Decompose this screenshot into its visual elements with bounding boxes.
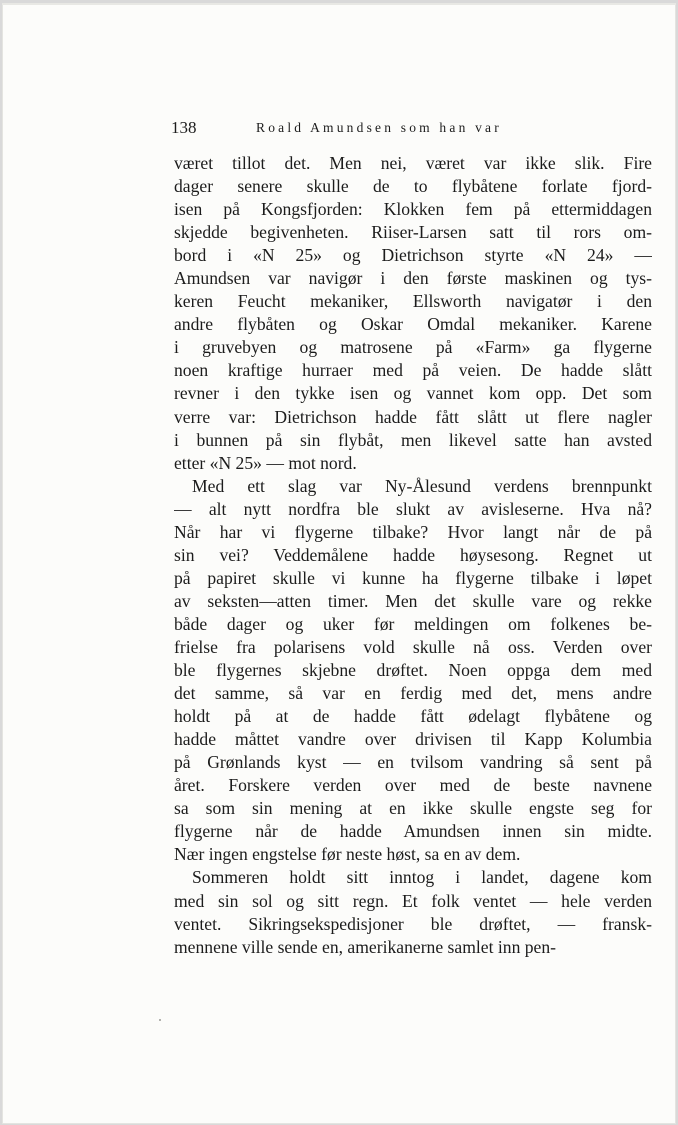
text-line: sa som sin mening at en ikke skulle engste seg for — [174, 798, 652, 819]
page-top-edge — [2, 3, 676, 5]
text-line: holdt på at de hadde fått ødelagt flybåtene og — [174, 706, 652, 727]
text-line: Sommeren holdt sitt inntog i landet, dagene kom — [192, 867, 652, 888]
text-line: med sin sol og sitt regn. Et folk ventet — hele verden — [174, 890, 652, 911]
text-line: sin vei? Veddemålene hadde høysesong. Regnet ut — [174, 544, 652, 565]
text-line: i gruvebyen og matrosene på «Farm» ga flygerne — [174, 337, 652, 358]
text-line: både dager og uker før meldingen om folkenes be- — [174, 613, 652, 634]
text-line: dager senere skulle de to flybåtene forlate fjord- — [174, 176, 652, 197]
paragraph — [174, 866, 652, 958]
text-line: frielse fra polarisens vold skulle nå oss. Verden over — [174, 636, 652, 657]
text-line: på papiret skulle vi kunne ha flygerne tilbake i løpet — [174, 567, 652, 588]
text-line: keren Feucht mekaniker, Ellsworth navigatør i den — [174, 291, 652, 312]
text-line: skjedde begivenheten. Riiser-Larsen satt til rors om- — [174, 222, 652, 243]
text-line: på Grønlands kyst — en tvilsom vandring så sent på — [174, 752, 652, 773]
body-text — [174, 152, 652, 959]
text-line: andre flybåten og Oskar Omdal mekaniker. Karene — [174, 314, 652, 335]
text-line: isen på Kongsfjorden: Klokken fem på ettermiddagen — [174, 199, 652, 220]
text-line: verre var: Dietrichson hadde fått slått ut flere nagler — [174, 406, 652, 427]
text-line: Når har vi flygerne tilbake? Hvor langt når de på — [174, 521, 652, 542]
text-line: i bunnen på sin flybåt, men likevel satte han avsted — [174, 429, 652, 450]
text-line: bord i «N 25» og Dietrichson styrte «N 24» — — [174, 245, 652, 266]
paragraph — [174, 152, 652, 475]
book-page — [2, 3, 676, 1124]
text-line: hadde måttet vandre over drivisen til Kapp Kolumbia — [174, 729, 652, 750]
paragraph — [174, 475, 652, 867]
text-line: mennene ville sende en, amerikanerne samlet inn pen- — [174, 936, 557, 957]
text-line: været tillot det. Men nei, været var ikke slik. Fire — [174, 153, 652, 173]
text-line: det samme, så var en ferdig med det, mens andre — [174, 683, 652, 704]
text-line: noen kraftige hurraer med på veien. De hadde slått — [174, 360, 652, 381]
text-line: — alt nytt nordfra ble slukt av avisleserne. Hva nå? — [174, 498, 652, 519]
running-title: Roald Amundsen som han var — [256, 120, 502, 135]
text-line: revner i den tykke isen og vannet kom opp. Det som — [174, 383, 652, 404]
page-header — [171, 117, 651, 143]
text-line: etter «N 25» — mot nord. — [174, 452, 357, 473]
text-line: av seksten—atten timer. Men det skulle vare og rekke — [174, 590, 652, 611]
text-line: flygerne når de hadde Amundsen innen sin midte. — [174, 821, 652, 842]
paper-speck — [159, 1019, 161, 1021]
text-line: Nær ingen engstelse før neste høst, sa en av dem. — [174, 844, 521, 865]
text-line: Med ett slag var Ny-Ålesund verdens brennpunkt — [192, 475, 652, 496]
text-line: ventet. Sikringsekspedisjoner ble drøftet, — fransk- — [174, 913, 652, 934]
text-line: Amundsen var navigør i den første maskinen og tys- — [174, 268, 652, 289]
text-line: ble flygernes skjebne drøftet. Noen oppga dem med — [174, 660, 652, 681]
text-line: året. Forskere verden over med de beste navnene — [174, 775, 652, 796]
page-number: 138 — [171, 118, 197, 137]
